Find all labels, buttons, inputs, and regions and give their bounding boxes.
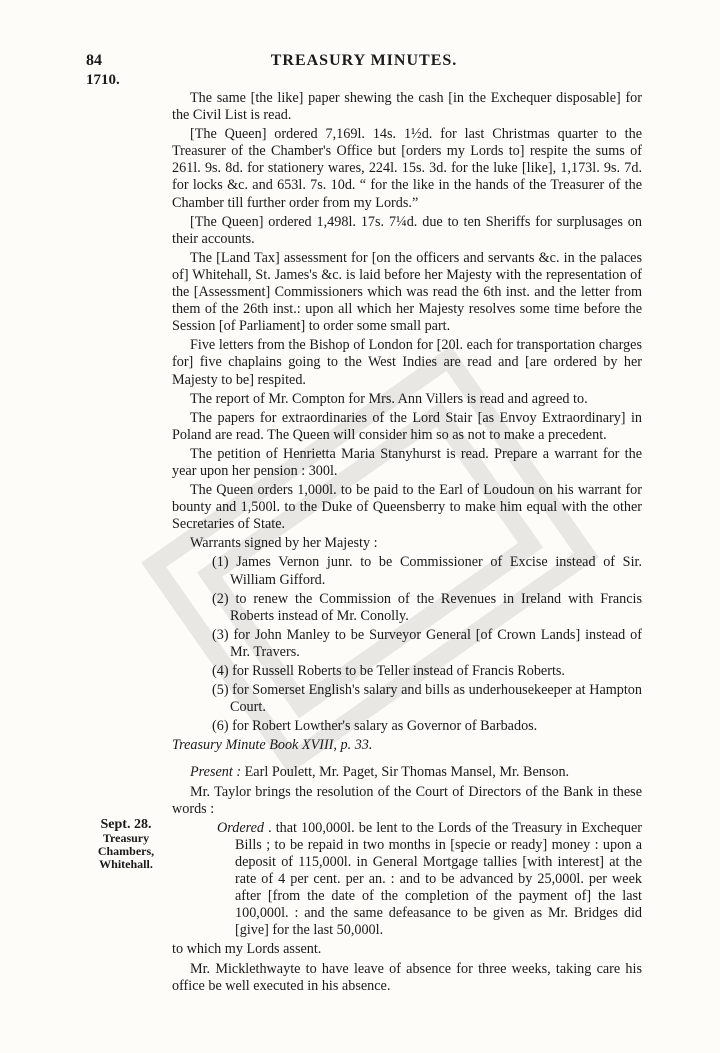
margin-date: Sept. 28. (100, 817, 152, 832)
page-header (86, 52, 642, 76)
list-item: (2) to renew the Commission of the Revenues in Ireland with Francis Roberts instead of Mr. Conolly. (212, 590, 642, 624)
ordered-text: . that 100,000l. be lent to the Lords of the Treasury in Exchequer Bills ; to be repaid in two months in [specie or ready] money : upon a deposit of 115,000l. in General Mortgage tallies [with interest] at the rate of 4 per cent. per an. : and to be advanced by 25,000l. per week after [from the date of the completion of the payment of] the last 100,000l. : and the same defeasance to be given as Mr. Bridges did [give] for the last 50,000l. (235, 819, 642, 939)
paragraph-chamber-office: [The Queen] ordered 7,169l. 14s. 1½d. for last Christmas quarter to the Treasurer of the Chamber's Office but [orders my Lords to] respite the sums of 261l. 9s. 8d. for stationery wares, 224l. 15s. 3d. for the luke [like], 1,173l. 9s. 7d. for locks &c. and 653l. 7s. 10d. “ for the like in the hands of the Treasurer of the Chamber till further order from my Lords.” (172, 126, 642, 211)
paragraph-lord-stair: The papers for extraordinaries of the Lord Stair [as Envoy Extraordinary] in Poland are read. The Queen will consider him so as not to make a precedent. (172, 409, 642, 443)
running-title: TREASURY MINUTES. (270, 52, 458, 69)
ordered-label: Ordered (217, 819, 265, 836)
margin-place-line: Chambers, (97, 844, 155, 858)
source-citation: Treasury Minute Book XVIII, p. 33. (172, 737, 373, 754)
list-item: (3) for John Manley to be Surveyor General [of Crown Lands] instead of Mr. Travers. (212, 626, 642, 660)
list-item: (6) for Robert Lowther's salary as Governor of Barbados. (212, 718, 538, 735)
paragraph-stanyhurst: The petition of Henrietta Maria Stanyhurst is read. Prepare a warrant for the year upon her pension : 300l. (172, 445, 642, 479)
margin-place-line: Treasury (102, 831, 150, 845)
list-item: (4) for Russell Roberts to be Teller instead of Francis Roberts. (212, 663, 565, 679)
paragraph-taylor: Mr. Taylor brings the resolution of the Court of Directors of the Bank in these words : (172, 783, 642, 817)
paragraph-loudoun: The Queen orders 1,000l. to be paid to the Earl of Loudoun on his warrant for bounty and 1,500l. to the Duke of Queensberry to make him equal with the other Secretaries of State. (172, 482, 642, 533)
paragraph-sheriffs: [The Queen] ordered 1,498l. 17s. 7¼d. due to ten Sheriffs for surplusages on their accounts. (172, 213, 642, 247)
paragraph-civil-list: The same [the like] paper shewing the cash [in the Exchequer disposable] for the Civil List is read. (172, 90, 642, 124)
warrants-list (212, 554, 642, 735)
paragraph-ordered (217, 820, 642, 940)
margin-place-line: Whitehall. (99, 857, 153, 871)
paragraph-warrants-intro: Warrants signed by her Majesty : (190, 535, 378, 552)
body-text (172, 90, 642, 997)
paragraph-land-tax: The [Land Tax] assessment for [on the officers and servants &c. in the palaces of] Whitehall, St. James's &c. is laid before her Majesty with the representation of the [Assessment] Commissioners which was read the 6th inst. and the letter from them of the 26th inst.: upon all which her Majesty resolves some time before the Session [of Parliament] to order some small part. (172, 249, 642, 335)
list-item: (5) for Somerset English's salary and bills as underhousekeeper at Hampton Court. (212, 682, 642, 716)
year-marker: 1710. (86, 72, 120, 88)
paragraph-micklethwayte: Mr. Micklethwayte to have leave of absence for three weeks, taking care his office be well executed in his absence. (172, 960, 642, 994)
paragraph-assent: to which my Lords assent. (172, 941, 322, 958)
list-item: (1) James Vernon junr. to be Commissioner of Excise instead of Sir. William Gifford. (212, 554, 642, 588)
present-names: Earl Poulett, Mr. Paget, Sir Thomas Mansel, Mr. Benson. (241, 764, 570, 781)
present-label: Present : (190, 764, 242, 781)
margin-note (86, 818, 166, 871)
paragraph-compton: The report of Mr. Compton for Mrs. Ann Villers is read and agreed to. (190, 390, 588, 407)
paragraph-bishop-london: Five letters from the Bishop of London for [20l. each for transportation charges for] five chaplains going to the West Indies are read and [are ordered by her Majesty to be] respited. (172, 337, 642, 388)
paragraph-present (172, 764, 642, 781)
page-number: 84 (86, 52, 102, 69)
